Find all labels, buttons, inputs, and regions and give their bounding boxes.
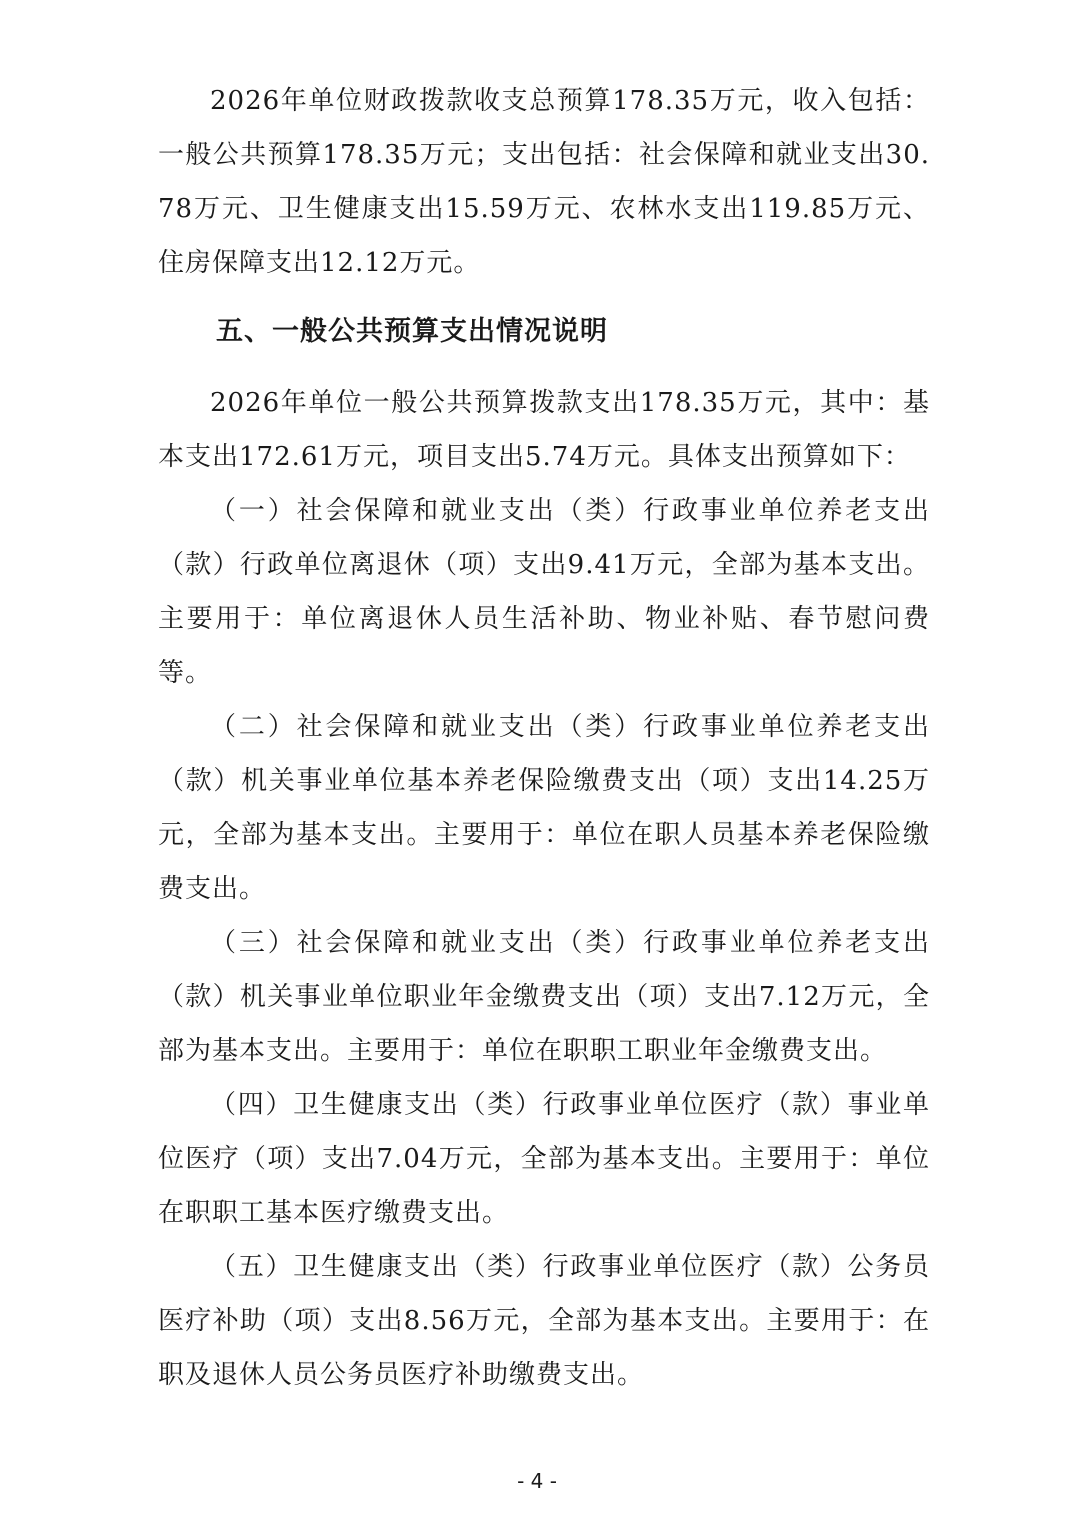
document-page	[158, 74, 930, 1402]
page-number: - 4 -	[517, 1469, 557, 1493]
section-heading: 五、一般公共预算支出情况说明	[216, 316, 608, 347]
body-paragraph-item-3: （三）社会保障和就业支出（类）行政事业单位养老支出（款）机关事业单位职业年金缴费支出（项）支出7.12万元，全部为基本支出。主要用于：单位在职职工职业年金缴费支出。	[158, 928, 930, 1066]
body-paragraph-item-2: （二）社会保障和就业支出（类）行政事业单位养老支出（款）机关事业单位基本养老保险缴费支出（项）支出14.25万元，全部为基本支出。主要用于：单位在职人员基本养老保险缴费支出。	[158, 712, 930, 904]
body-paragraph-item-1: （一）社会保障和就业支出（类）行政事业单位养老支出（款）行政单位离退休（项）支出9.41万元，全部为基本支出。主要用于：单位离退休人员生活补助、物业补贴、春节慰问费等。	[158, 496, 930, 688]
body-paragraph-item-4: （四）卫生健康支出（类）行政事业单位医疗（款）事业单位医疗（项）支出7.04万元，全部为基本支出。主要用于：单位在职职工基本医疗缴费支出。	[158, 1090, 930, 1228]
body-paragraph-item-5: （五）卫生健康支出（类）行政事业单位医疗（款）公务员医疗补助（项）支出8.56万元，全部为基本支出。主要用于：在职及退休人员公务员医疗补助缴费支出。	[158, 1252, 930, 1390]
intro-paragraph: 2026年单位财政拨款收支总预算178.35万元，收入包括：一般公共预算178.35万元；支出包括：社会保障和就业支出30.78万元、卫生健康支出15.59万元、农林水支出119.85万元、住房保障支出12.12万元。	[158, 86, 930, 278]
body-paragraph-summary: 2026年单位一般公共预算拨款支出178.35万元，其中：基本支出172.61万元，项目支出5.74万元。具体支出预算如下：	[158, 388, 930, 472]
